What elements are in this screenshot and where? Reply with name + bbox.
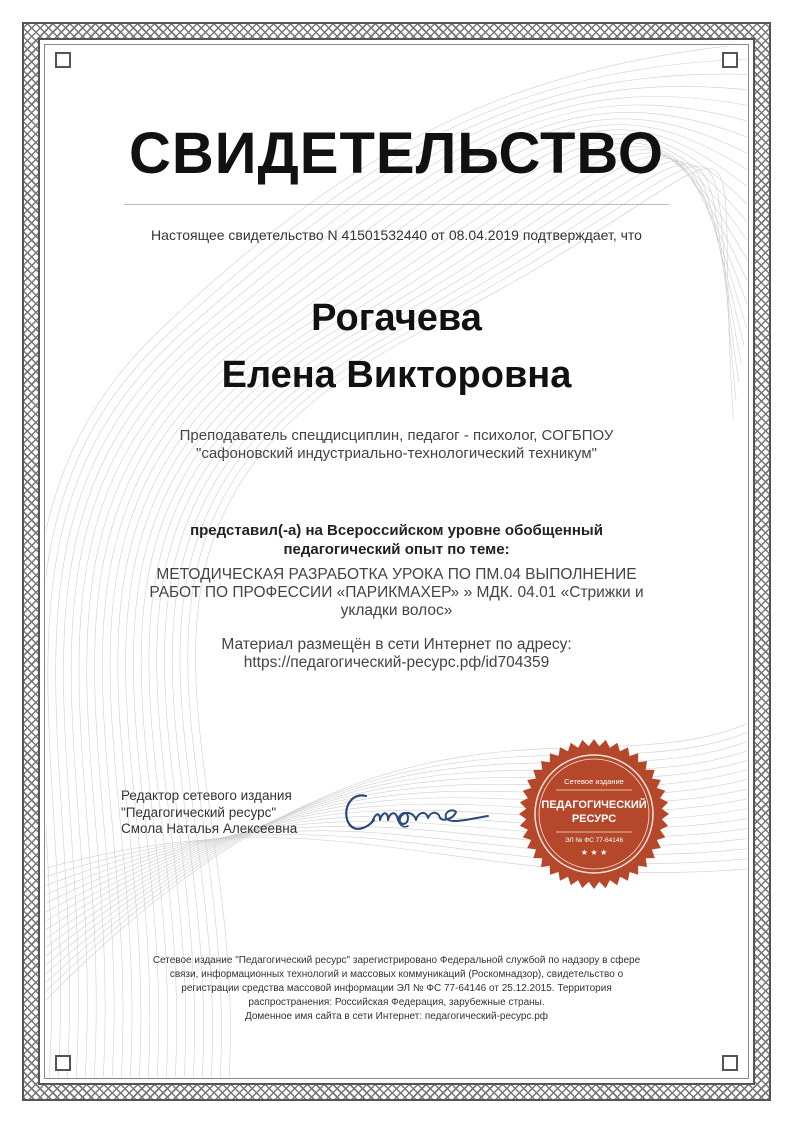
guilloche-lines [32, 40, 790, 1080]
footer-line1: Сетевое издание "Педагогический ресурс" зарегистрировано Федеральной службой по надзору в сфере [152, 955, 641, 966]
recipient-surname: Рогачева [311, 297, 482, 339]
topic-line3: укладки волос» [340, 602, 453, 619]
footer-line4: распространения: Российская Федерация, зарубежные страны. [248, 997, 545, 1008]
topic-line1: МЕТОДИЧЕСКАЯ РАЗРАБОТКА УРОКА ПО ПМ.04 ВЫПОЛНЕНИЕ [156, 566, 637, 583]
publisher-seal [518, 738, 670, 890]
seal-stars: ★ ★ ★ [580, 848, 608, 857]
footer-line3: регистрации средства массовой информации ЭЛ № ФС 77-64146 от 25.12.2015. Территория [181, 983, 612, 994]
editor-signature [338, 782, 498, 842]
footer-line5: Доменное имя сайта в сети Интернет: педагогический-ресурс.рф [244, 1011, 549, 1022]
seal-name-line1: ПЕДАГОГИЧЕСКИЙ [541, 799, 647, 811]
certificate-intro: Настоящее свидетельство N 41501532440 от 08.04.2019 подтверждает, что [151, 227, 642, 243]
seal-name-line2: РЕСУРС [571, 813, 617, 825]
corner-ornament-bottom-left [55, 1055, 71, 1071]
certificate-title: СВИДЕТЕЛЬСТВО [129, 121, 664, 186]
corner-ornament-top-right [722, 52, 738, 68]
material-url: https://педагогический-ресурс.рф/id704359 [243, 654, 550, 671]
recipient-given-names: Елена Викторовна [221, 354, 572, 396]
editor-line1: Редактор сетевого издания [121, 788, 292, 803]
topic-line2: РАБОТ ПО ПРОФЕССИИ «ПАРИКМАХЕР» » МДК. 04.01 «Стрижки и [149, 584, 644, 601]
presented-line2: педагогический опыт по теме: [283, 541, 510, 558]
presented-line1: представил(-а) на Всероссийском уровне обобщенный [190, 522, 603, 539]
footer-line2: связи, информационных технологий и массовых коммуникаций (Роскомнадзор), свидетельство о [169, 969, 624, 980]
material-caption: Материал размещён в сети Интернет по адресу: [221, 636, 572, 653]
editor-line2: "Педагогический ресурс" [121, 804, 277, 820]
corner-ornament-bottom-right [722, 1055, 738, 1071]
recipient-position-line1: Преподаватель спецдисциплин, педагог - психолог, СОГБПОУ [179, 427, 614, 444]
recipient-position-line2: "сафоновский индустриально-технологический техникум" [196, 445, 597, 462]
editor-block [121, 788, 297, 838]
editor-name: Смола Наталья Алексеевна [121, 821, 298, 836]
footer-legal-notice [118, 954, 675, 1024]
seal-top-text: Сетевое издание [564, 777, 624, 786]
corner-ornament-top-left [55, 52, 71, 68]
title-divider [124, 204, 669, 205]
seal-registration: ЭЛ № ФС 77-64146 [564, 837, 624, 844]
